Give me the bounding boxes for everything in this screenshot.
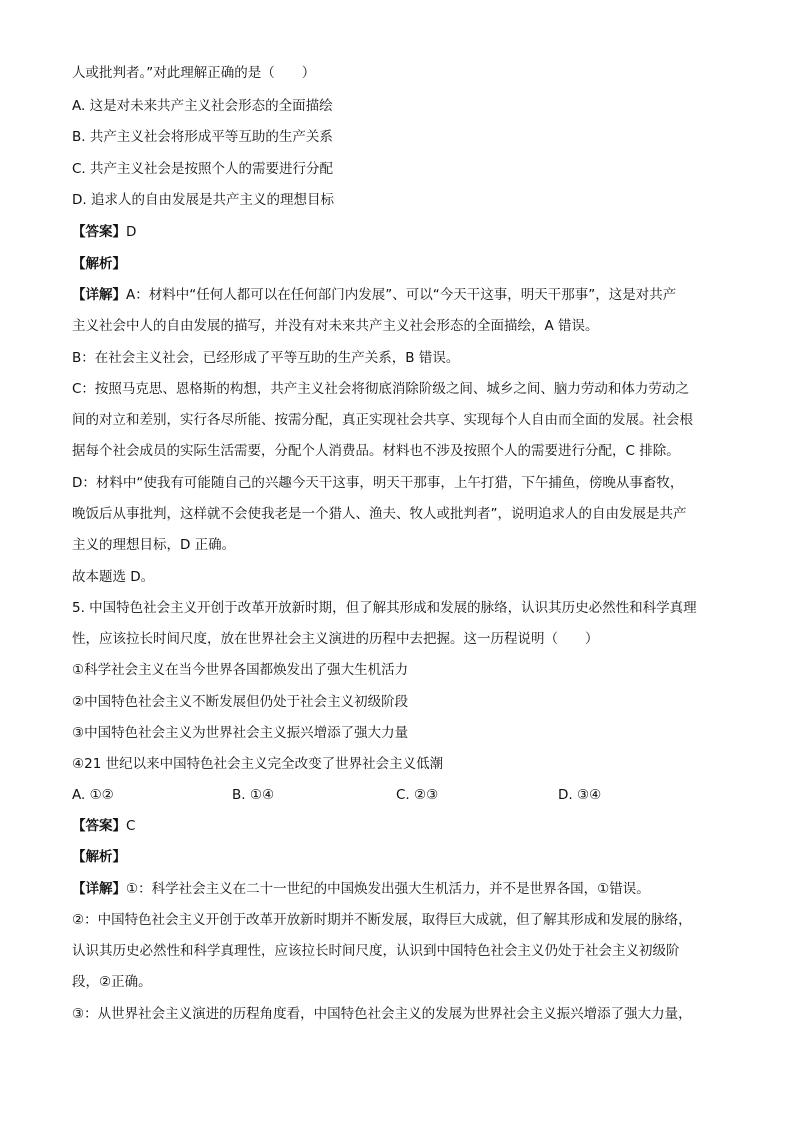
answer-tag: 【答案】	[72, 818, 126, 834]
q5-stem-line-1: 5. 中国特色社会主义开创于改革开放新时期，但了解其形成和发展的脉络，认识其历史必然性和科学真理	[72, 600, 697, 616]
q4-option-c: C. 共产主义社会是按照个人的需要进行分配	[72, 161, 334, 177]
q4-detail-line-9: 主义的理想目标，D 正确。	[72, 537, 236, 553]
q4-detail-line-7: D：材料中“使我有可能随自己的兴趣今天干这事，明天干那事，上午打猎，下午捕鱼，傍晚从事畜牧，	[72, 475, 684, 491]
answer-value: C	[126, 818, 136, 834]
q4-option-d: D. 追求人的自由发展是共产主义的理想目标	[72, 192, 334, 208]
q4-detail-line-5: 间的对立和差别，实行各尽所能、按需分配，真正实现社会共享、实现每个人自由而全面的发展。社会根	[72, 412, 693, 428]
q4-analysis-tag: 【解析】	[72, 256, 126, 272]
detail-tag: 【详解】	[72, 287, 126, 303]
q4-stem-tail: 人或批判者。”对此理解正确的是（ ）	[72, 65, 316, 81]
q5-choice-c: C. ②③	[396, 787, 439, 803]
q4-option-b: B. 共产主义社会将形成平等互助的生产关系	[72, 129, 333, 145]
q5-detail-line-2: ②：中国特色社会主义开创于改革开放新时期并不断发展，取得巨大成就，但了解其形成和发展的脉络，	[72, 912, 692, 928]
q5-statement-4: ④21 世纪以来中国特色社会主义完全改变了世界社会主义低潮	[72, 756, 444, 772]
q4-conclusion: 故本题选 D。	[72, 569, 155, 585]
q5-statement-2: ②中国特色社会主义不断发展但仍处于社会主义初级阶段	[72, 694, 409, 710]
q4-detail-line-6: 据每个社会成员的实际生活需要，分配个人消费品。材料也不涉及按照个人的需要进行分配，C 排除。	[72, 443, 680, 459]
q5-choice-b: B. ①④	[232, 787, 275, 803]
q5-choice-d: D. ③④	[558, 787, 602, 803]
q5-stem-line-2: 性，应该拉长时间尺度，放在世界社会主义演进的历程中去把握。这一历程说明（ ）	[72, 631, 599, 647]
q5-statement-1: ①科学社会主义在当今世界各国都焕发出了强大生机活力	[72, 662, 409, 678]
q4-detail-line-8: 晚饭后从事批判，这样就不会使我老是一个猎人、渔夫、牧人或批判者”，说明追求人的自由发展是共产	[72, 506, 687, 522]
answer-tag: 【答案】	[72, 224, 126, 240]
q5-analysis-tag: 【解析】	[72, 849, 126, 865]
q4-detail-line-3: B：在社会主义社会，已经形成了平等互助的生产关系，B 错误。	[72, 350, 460, 366]
q4-detail-line-2: 主义社会中人的自由发展的描写，并没有对未来共产主义社会形态的全面描绘，A 错误。	[72, 318, 599, 334]
q5-detail-line-3: 认识其历史必然性和科学真理性，应该拉长时间尺度，认识到中国特色社会主义仍处于社会主义初级阶	[72, 943, 680, 959]
q5-detail-line-4: 段，②正确。	[72, 974, 152, 990]
q5-statement-3: ③中国特色社会主义为世界社会主义振兴增添了强大力量	[72, 725, 409, 741]
q5-answer	[72, 816, 722, 836]
q4-detail-line-4: C：按照马克思、恩格斯的构想，共产主义社会将彻底消除阶级之间、城乡之间、脑力劳动和体力劳动之	[72, 381, 689, 397]
q4-detail-line-1	[72, 285, 722, 305]
q5-choice-a: A. ①②	[72, 787, 114, 803]
q5-choices	[72, 785, 722, 805]
q4-option-a: A. 这是对未来共产主义社会形态的全面描绘	[72, 98, 333, 114]
answer-value: D	[126, 224, 137, 240]
detail-text: A：材料中“任何人都可以在任何部门内发展”、可以“今天干这事，明天干那事”，这是对共产	[126, 287, 677, 303]
detail-text: ①：科学社会主义在二十一世纪的中国焕发出强大生机活力，并不是世界各国，①错误。	[126, 881, 650, 897]
detail-tag: 【详解】	[72, 881, 126, 897]
q5-detail-line-5: ③：从世界社会主义演进的历程角度看，中国特色社会主义的发展为世界社会主义振兴增添了强大力量，	[72, 1006, 692, 1022]
q4-answer	[72, 222, 722, 242]
q5-detail-line-1	[72, 879, 722, 899]
